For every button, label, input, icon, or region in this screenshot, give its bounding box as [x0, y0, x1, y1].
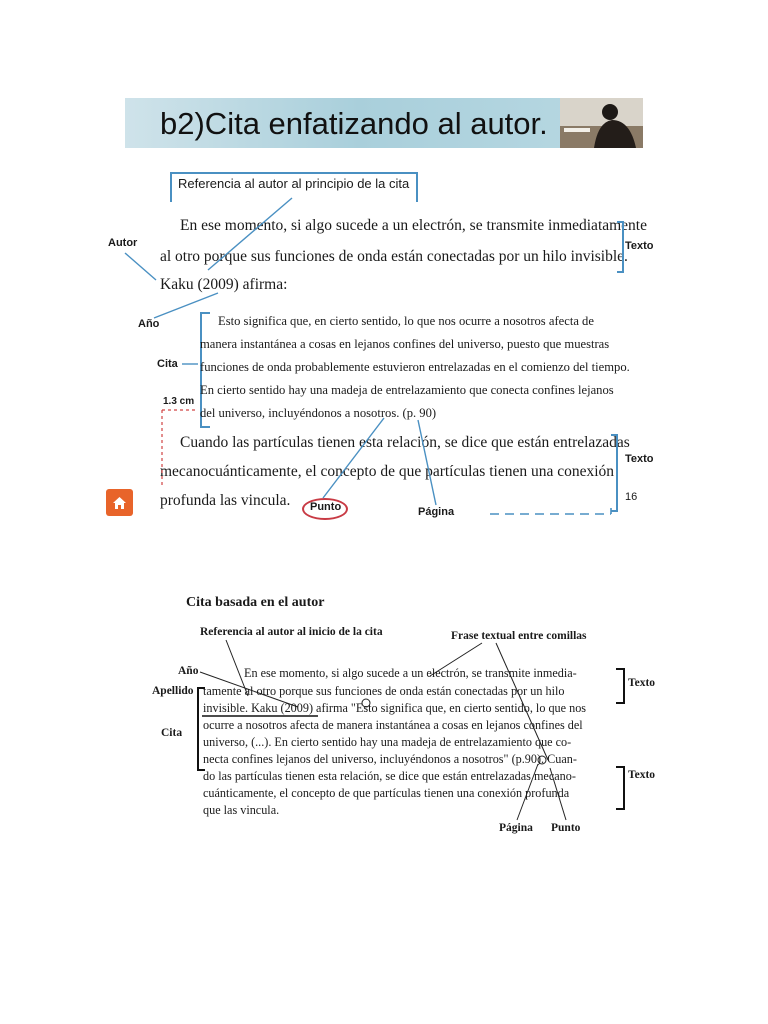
slide-title: b2)Cita enfatizando al autor.	[160, 106, 548, 141]
intro-line-3: Kaku (2009) afirma:	[160, 276, 288, 293]
outro-line-3: profunda las vincula.	[160, 492, 291, 509]
s2-label-texto-bottom: Texto	[628, 769, 656, 781]
label-texto-top: Texto	[625, 240, 654, 252]
arrow-punto	[323, 418, 384, 498]
s2-text-bracket-top	[616, 668, 625, 704]
intro-line-2: al otro porque sus funciones de onda están conectadas por un hilo invisible.	[160, 248, 628, 265]
label-pagina: Página	[418, 506, 455, 518]
s2-label-cita: Cita	[161, 727, 183, 739]
outro-line-1: Cuando las partículas tienen esta relación, se dice que están entrelazadas	[180, 434, 630, 451]
quote-line-2: manera instantánea a cosas en lejanos confines del universo, puesto que muestras	[200, 337, 610, 351]
s2-line-1: En ese momento, si algo sucede a un electrón, se transmite inmedia-	[244, 666, 577, 680]
s2-line-5: universo, (...). En cierto sentido hay una madeja de entrelazamiento que co-	[203, 735, 572, 749]
s2-line-4: ocurre a nosotros afecta de manera instantánea a cosas en lejanos confines del	[203, 718, 583, 732]
s2-label-apellido: Apellido	[152, 685, 194, 697]
s2-line-8: cuánticamente, el concepto de que partículas tienen una conexión profunda	[203, 786, 570, 800]
s2-line-7: do las partículas tienen esta relación, se dice que están entrelazadas mecano-	[203, 769, 576, 783]
label-punto: Punto	[310, 501, 342, 513]
outro-line-2: mecanocuánticamente, el concepto de que partículas tienen una conexión	[160, 463, 615, 480]
quote-line-5: del universo, incluyéndonos a nosotros. (p. 90)	[200, 406, 437, 420]
arrow-anio	[154, 293, 218, 318]
quote-line-3: funciones de onda probablemente estuvieron entrelazadas en el comienzo del tiempo.	[200, 360, 630, 374]
label-texto-bottom: Texto	[625, 453, 654, 465]
s2-line-2: tamente al otro porque sus funciones de onda están conectadas por un hilo	[203, 684, 565, 698]
s2-line-3: invisible. Kaku (2009) afirma "Esto significa que, en cierto sentido, lo que nos	[203, 701, 587, 715]
label-cita: Cita	[157, 358, 178, 370]
label-anio: Año	[138, 318, 160, 330]
section2-title: Cita basada en el autor	[186, 595, 325, 610]
quote-line-4: En cierto sentido hay una madeja de entrelazamiento que conecta confines lejanos	[200, 383, 614, 397]
s2-label-texto-top: Texto	[628, 677, 656, 689]
page-number: 16	[625, 491, 638, 503]
label-indent: 1.3 cm	[163, 396, 195, 407]
s2-label-anio: Año	[178, 665, 199, 677]
intro-line-1: En ese momento, si algo sucede a un electrón, se transmite inmediatamente	[180, 217, 647, 234]
s2-label-punto: Punto	[551, 822, 581, 834]
label-autor: Autor	[108, 237, 138, 249]
arrow-autor	[125, 253, 156, 280]
quote-line-1: Esto significa que, en cierto sentido, lo que nos ocurre a nosotros afecta de	[218, 314, 594, 328]
s2-text-bracket-bottom	[616, 766, 625, 810]
s2-label-ref: Referencia al autor al inicio de la cita	[200, 626, 383, 638]
arrow-ref	[208, 198, 292, 270]
s2-line-9: que las vincula.	[203, 803, 280, 817]
s2-label-frase: Frase textual entre comillas	[451, 630, 587, 642]
reference-label: Referencia al autor al principio de la cita	[178, 176, 410, 191]
s2-label-pagina: Página	[499, 822, 533, 834]
arrow-pagina	[418, 420, 436, 505]
s2-line-6: necta confines lejanos del universo, incluyéndonos a nosotros" (p.90). Cuan-	[203, 752, 577, 766]
